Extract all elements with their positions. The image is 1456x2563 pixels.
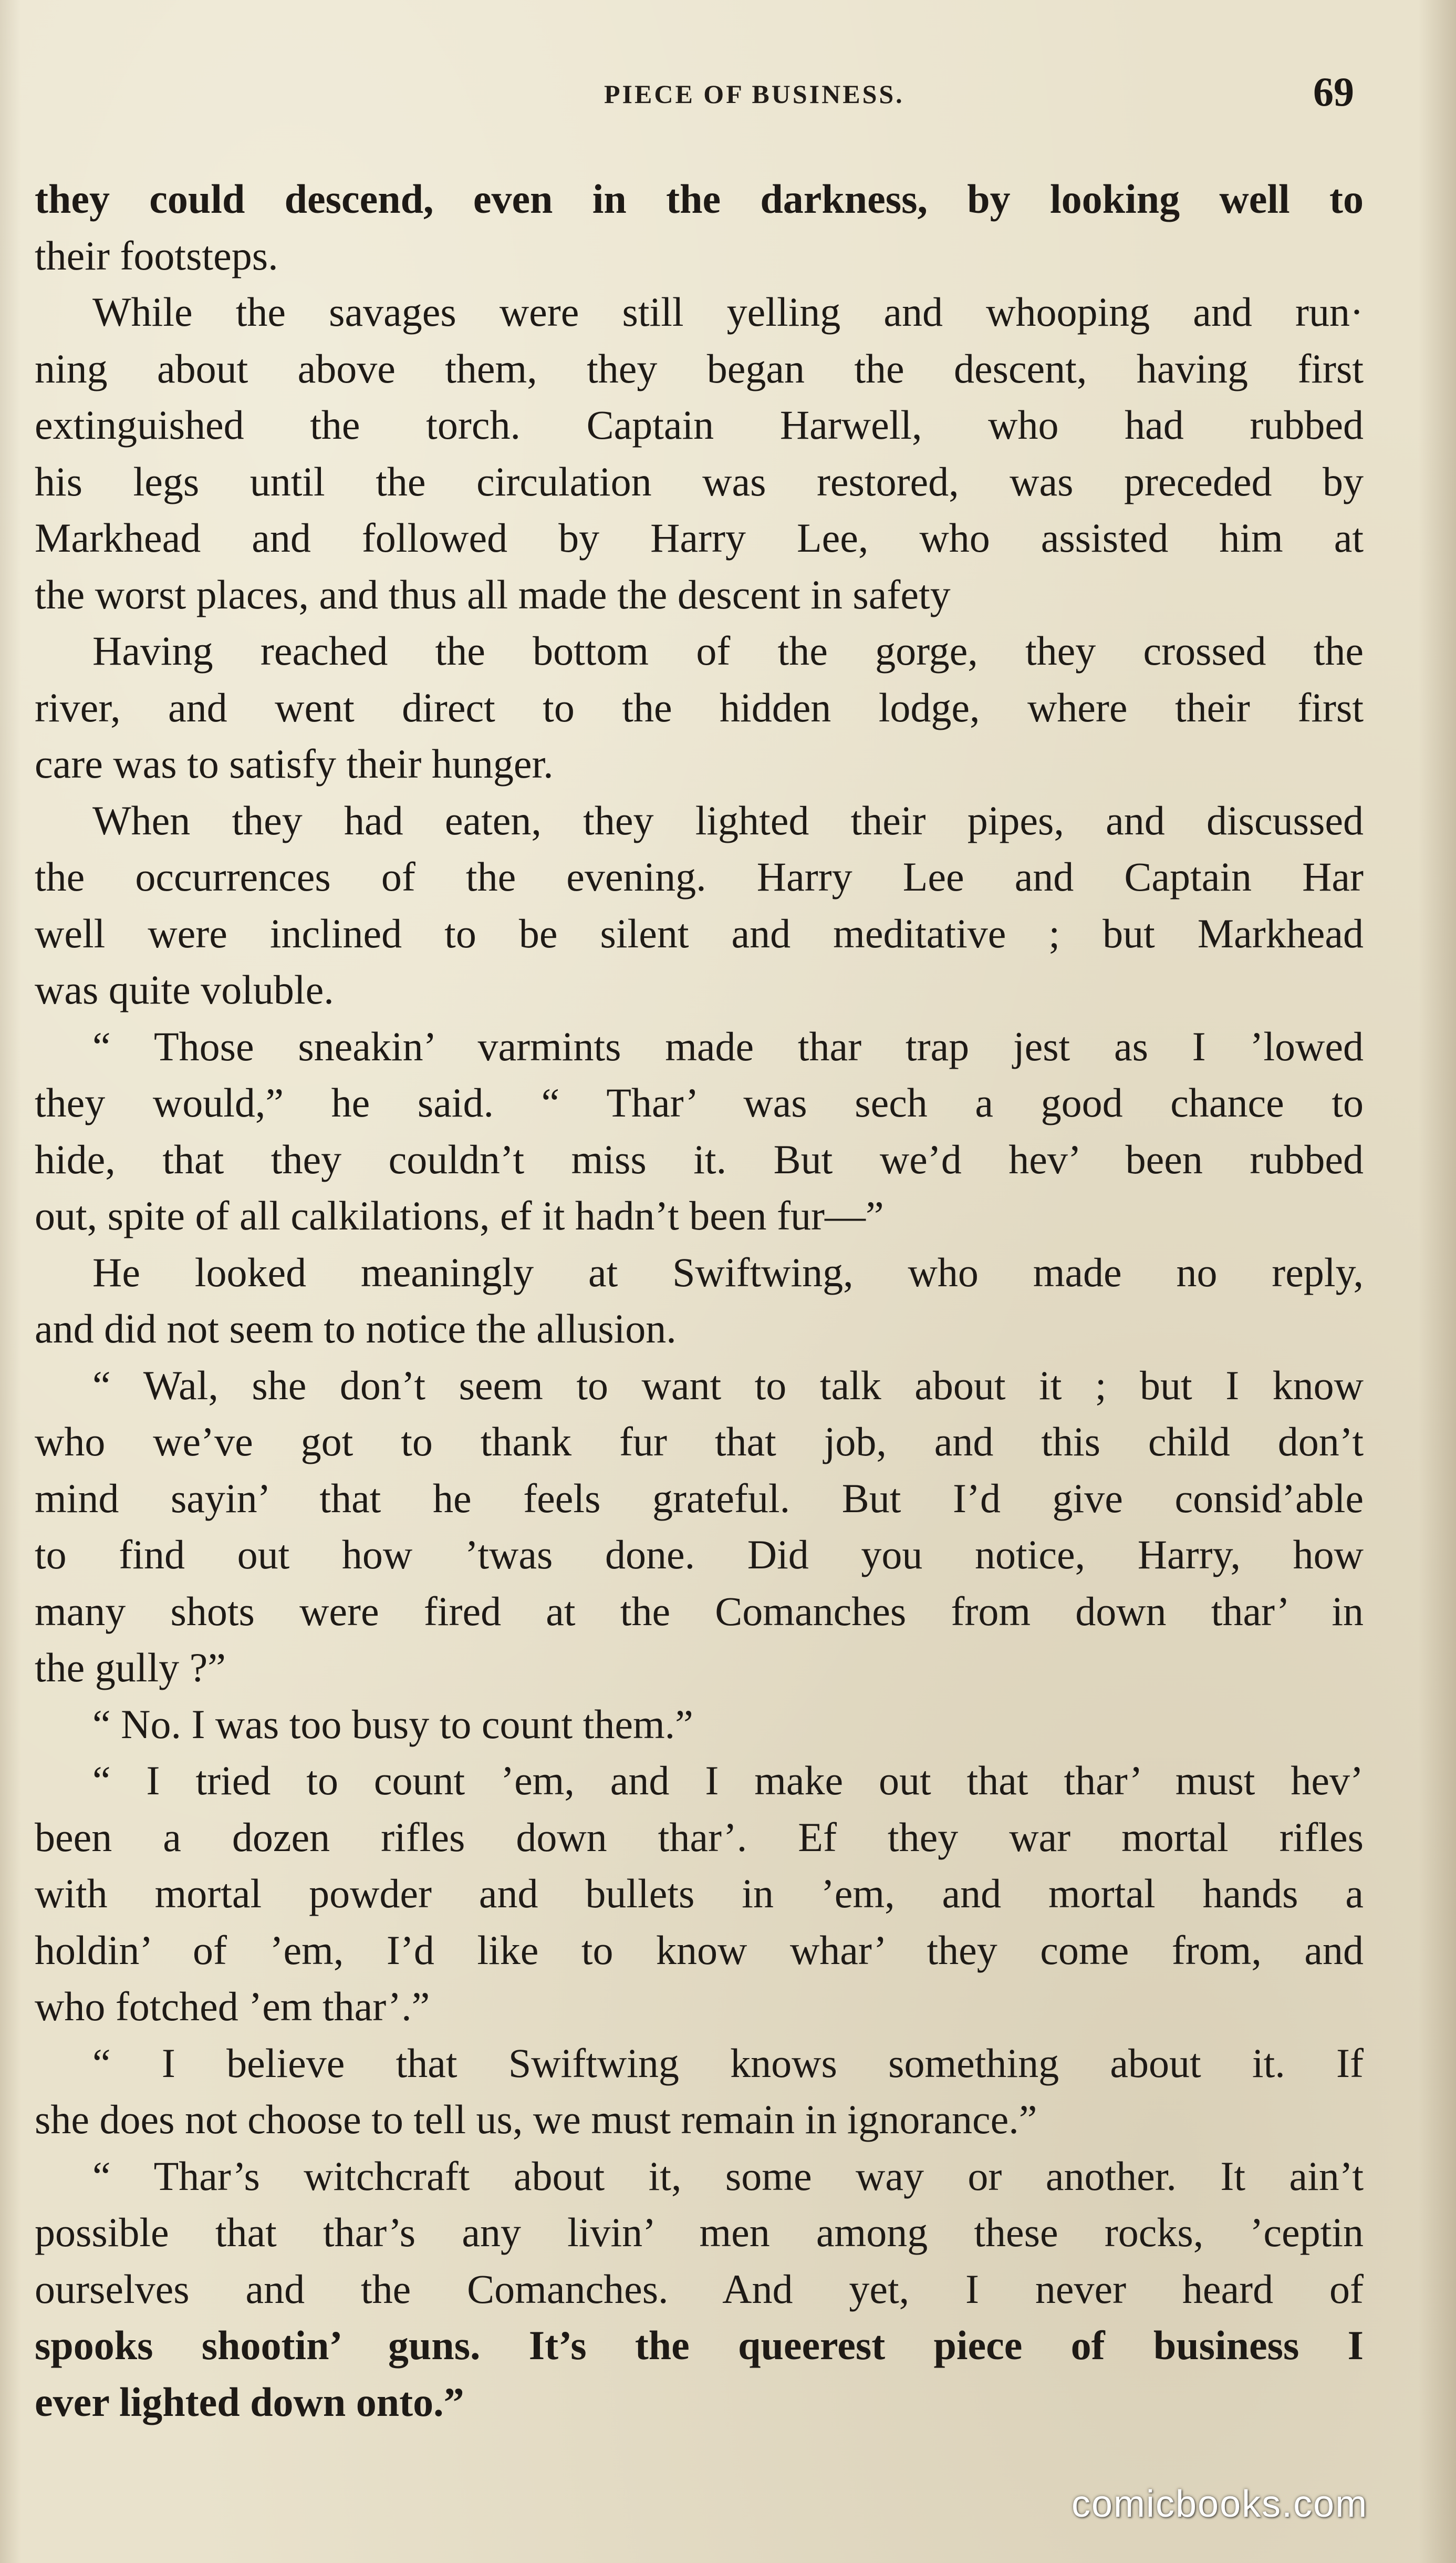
page-number: 69 [1313, 69, 1354, 115]
text-line: she does not choose to tell us, we must remain in ignorance.” [35, 2096, 1037, 2142]
text-line: well were inclined to be silent and meditative ; but Markhead [35, 910, 1364, 956]
text-line: out, spite of all calkilations, ef it hadn’t been fur—” [35, 1193, 884, 1238]
text-line: Markhead and followed by Harry Lee, who assisted him at [35, 515, 1364, 561]
text-line: “ I tried to count ’em, and I make out that thar’ must hev’ [92, 1758, 1364, 1803]
text-line: ever lighted down onto.” [35, 2379, 464, 2425]
body-text [35, 171, 1364, 2430]
page-header [0, 69, 1456, 131]
text-line: possible that thar’s any livin’ men among these rocks, ’ceptin [35, 2209, 1364, 2255]
text-line: mind sayin’ that he feels grateful. But I’d give consid’able [35, 1475, 1364, 1521]
text-line: Having reached the bottom of the gorge, they crossed the [92, 628, 1364, 674]
text-line: extinguished the torch. Captain Harwell, who had rubbed [35, 402, 1364, 448]
text-line: their footsteps. [35, 232, 278, 278]
text-line: they could descend, even in the darkness, by looking well to [35, 176, 1364, 222]
text-line: care was to satisfy their hunger. [35, 741, 554, 787]
text-line: was quite voluble. [35, 967, 334, 1012]
watermark: comicbooks.com [1072, 2483, 1368, 2525]
text-line: river, and went direct to the hidden lodge, where their first [35, 684, 1364, 730]
text-line: they would,” he said. “ Thar’ was sech a good chance to [35, 1080, 1364, 1125]
running-head: PIECE OF BUSINESS. [604, 79, 904, 109]
text-line: “ Wal, she don’t seem to want to talk about it ; but I know [92, 1362, 1364, 1408]
text-line: holdin’ of ’em, I’d like to know whar’ they come from, and [35, 1927, 1364, 1973]
text-line: the gully ?” [35, 1645, 226, 1690]
text-line: the worst places, and thus all made the descent in safety [35, 571, 951, 617]
text-line: the occurrences of the evening. Harry Lee and Captain Har [35, 854, 1364, 900]
text-line: ourselves and the Comanches. And yet, I never heard of [35, 2266, 1364, 2312]
text-line: who we’ve got to thank fur that job, and this child don’t [35, 1419, 1364, 1464]
text-line: who fotched ’em thar’.” [35, 1983, 430, 2029]
text-line: ning about above them, they began the descent, having first [35, 345, 1364, 391]
text-line: spooks shootin’ guns. It’s the queerest piece of business I [35, 2322, 1364, 2368]
text-line: When they had eaten, they lighted their pipes, and discussed [92, 797, 1364, 843]
text-line: been a dozen rifles down thar’. Ef they war mortal rifles [35, 1814, 1364, 1860]
text-line: and did not seem to notice the allusion. [35, 1306, 677, 1351]
text-line: with mortal powder and bullets in ’em, and mortal hands a [35, 1870, 1364, 1916]
text-line: many shots were fired at the Comanches from down thar’ in [35, 1588, 1364, 1634]
text-line: “ Those sneakin’ varmints made thar trap jest as I ’lowed [92, 1023, 1364, 1069]
text-line: “ No. I was too busy to count them.” [92, 1701, 693, 1747]
text-line: While the savages were still yelling and whooping and run· [92, 289, 1364, 335]
text-line: He looked meaningly at Swiftwing, who made no reply, [92, 1249, 1364, 1295]
text-line: hide, that they couldn’t miss it. But we’d hev’ been rubbed [35, 1136, 1364, 1182]
text-line: to find out how ’twas done. Did you notice, Harry, how [35, 1532, 1364, 1577]
text-line: his legs until the circulation was restored, was preceded by [35, 458, 1364, 504]
text-line: “ Thar’s witchcraft about it, some way or another. It ain’t [92, 2153, 1364, 2199]
text-line: “ I believe that Swiftwing knows something about it. If [92, 2040, 1364, 2086]
